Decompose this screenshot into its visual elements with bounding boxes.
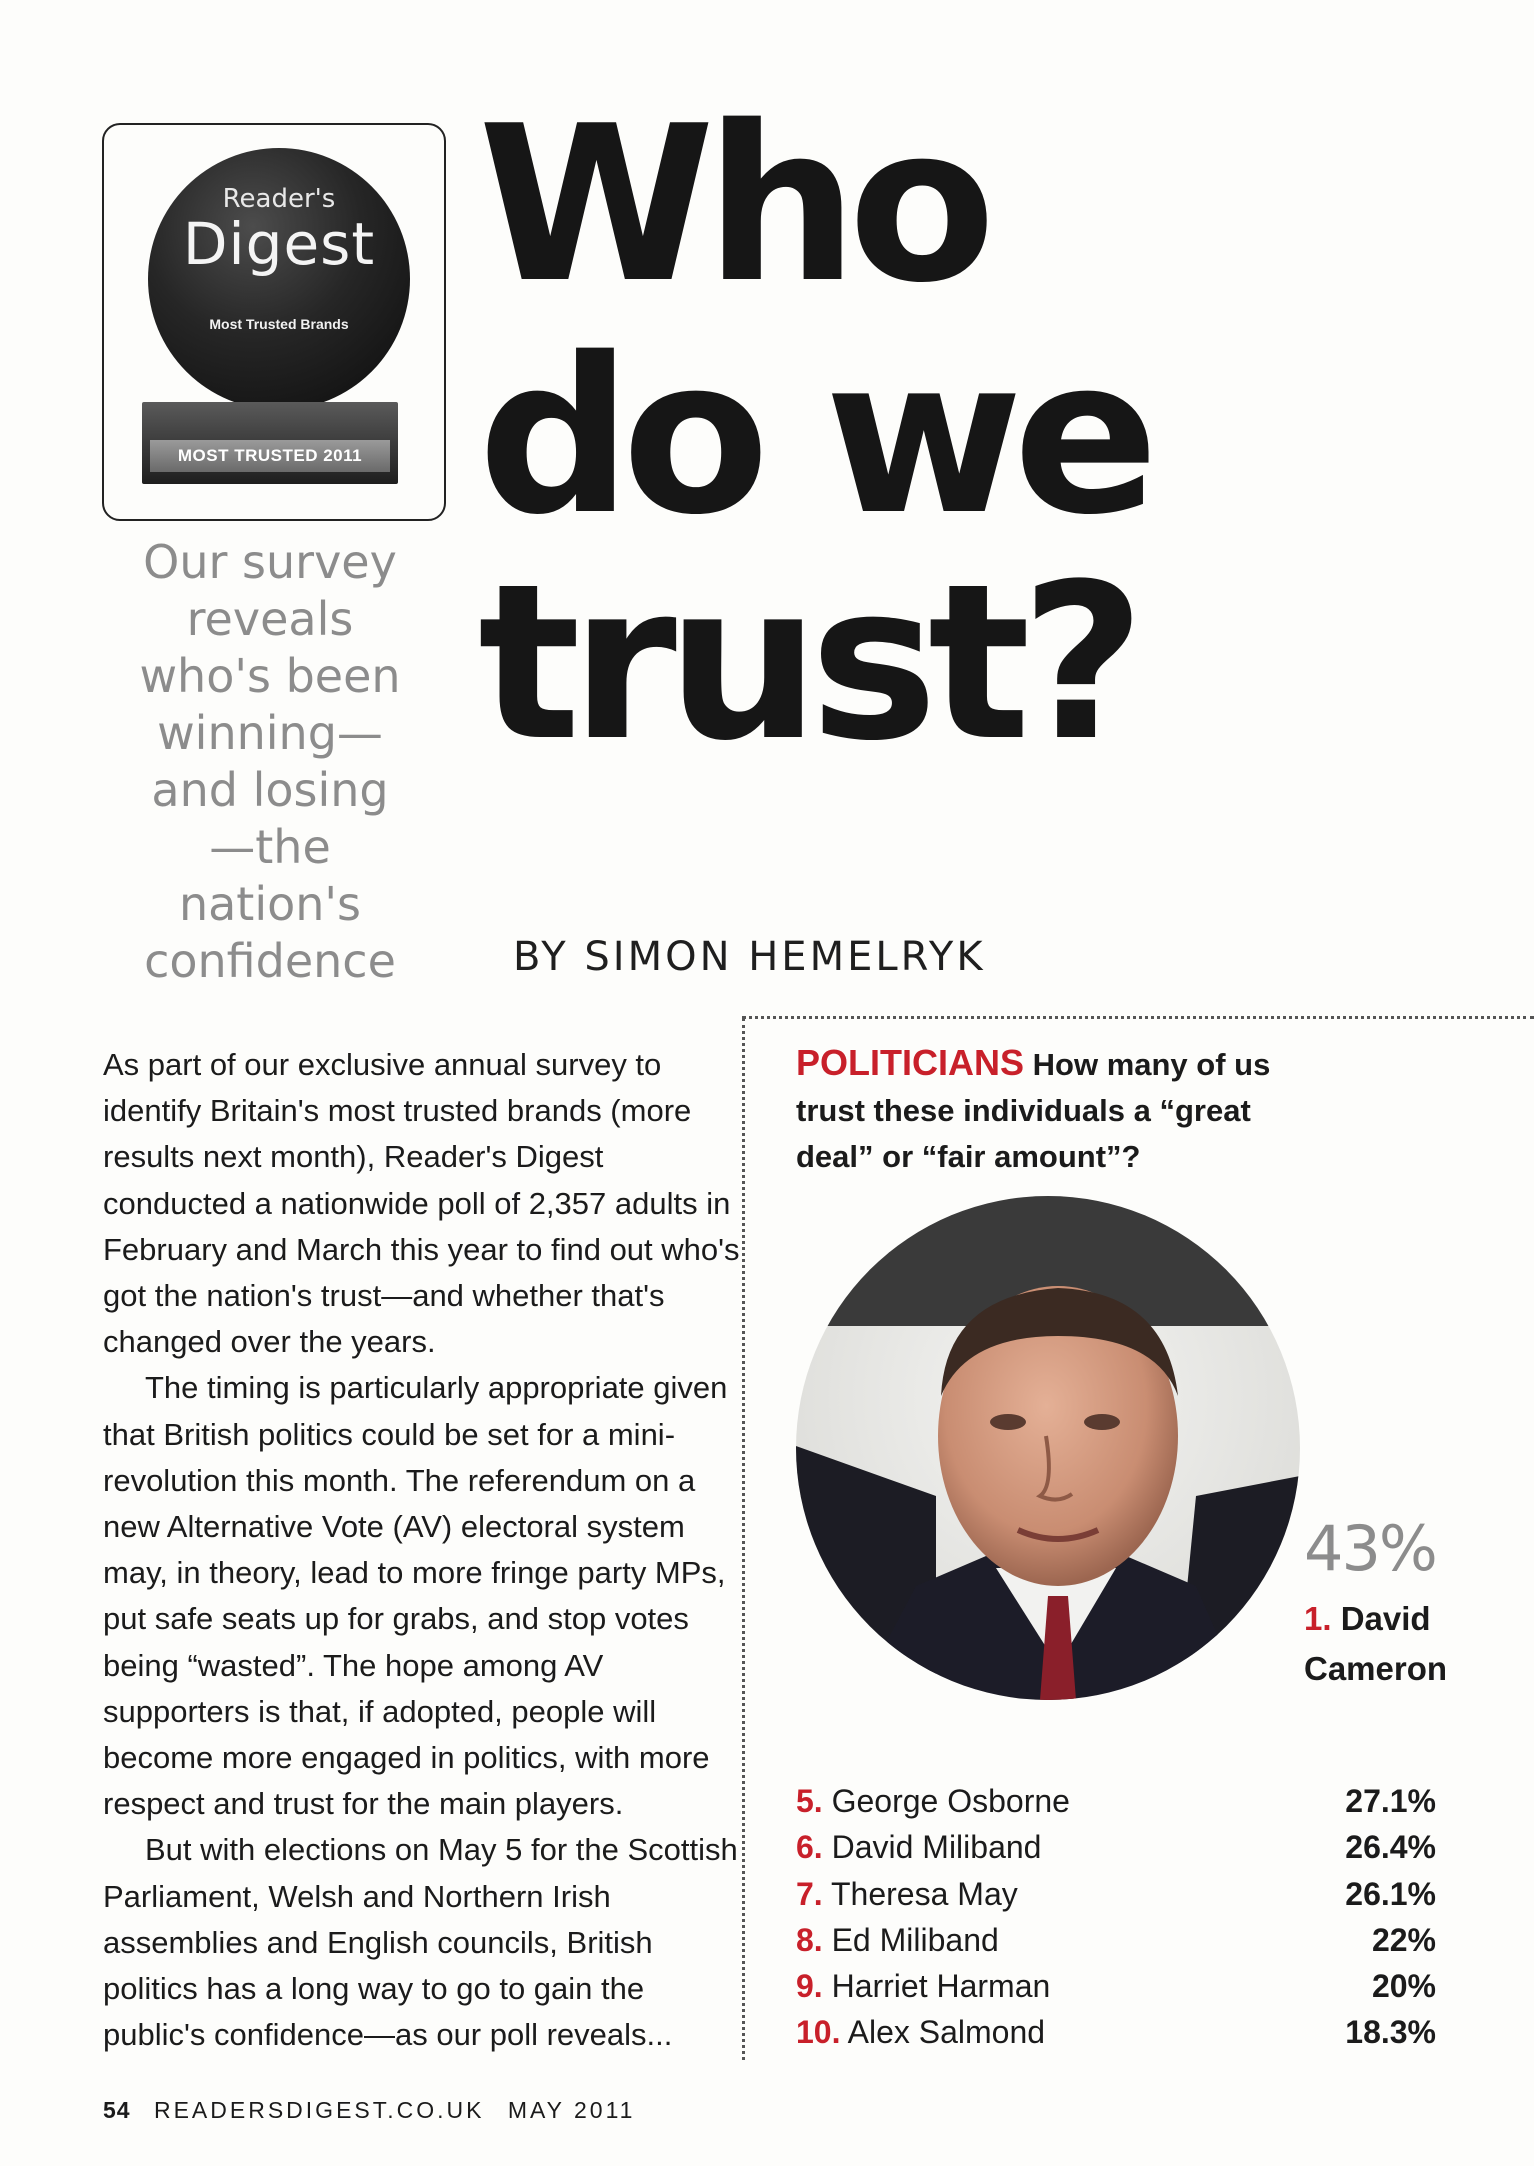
rank-value: 26.4% bbox=[1345, 1829, 1436, 1866]
portrait-photo bbox=[796, 1196, 1300, 1700]
rank-value: 27.1% bbox=[1345, 1783, 1436, 1819]
rank-number: 5. bbox=[796, 1783, 823, 1819]
body-paragraph: The timing is particularly appropriate given that British politics could be set for a mini-revolution this month. The referendum on a new Alternative Vote (AV) electoral system may, in theory, lead to more fringe party MPs, put safe seats up for grabs, and stop votes being “wasted”. The hope among AV supporters is that, if adopted, people will become more engaged in politics, with more respect and trust for the main players. bbox=[103, 1370, 728, 1822]
top-ranked-name bbox=[1304, 1594, 1447, 1694]
badge-plate-label: MOST TRUSTED 2011 bbox=[150, 440, 390, 472]
standfirst-line: and losing bbox=[151, 763, 389, 817]
rank-number: 7. bbox=[796, 1875, 823, 1912]
body-paragraph: But with elections on May 5 for the Scottish Parliament, Welsh and Northern Irish assemblies and English councils, British politics has a long way to go to gain the public's confidence—as our poll reveals... bbox=[103, 1832, 738, 2053]
rank-name: Ed Miliband bbox=[831, 1921, 999, 1958]
standfirst bbox=[100, 534, 440, 990]
rank-name: Alex Salmond bbox=[847, 2014, 1046, 2051]
sidebar-category: POLITICIANS bbox=[796, 1042, 1025, 1083]
sidebar-heading bbox=[796, 1040, 1316, 1180]
headline-line-3: trust? bbox=[478, 537, 1136, 788]
sidebar-top-rule bbox=[742, 1016, 1534, 1019]
ranking-row bbox=[796, 1778, 1436, 1824]
logo-tagline: Most Trusted Brands bbox=[209, 316, 349, 332]
article-body bbox=[103, 1042, 755, 2058]
rank-value: 26.1% bbox=[1345, 1875, 1436, 1912]
ranking-list bbox=[796, 1778, 1436, 2056]
sidebar-question: How many of us trust these individuals a “great deal” or “fair amount”? bbox=[796, 1047, 1271, 1174]
logo-digest-text: Digest bbox=[182, 210, 376, 278]
headline-line-1: Who bbox=[478, 79, 986, 330]
rank-number: 6. bbox=[796, 1829, 823, 1866]
rank-number: 9. bbox=[796, 1968, 823, 2005]
standfirst-line: nation's bbox=[178, 877, 362, 931]
top-name-last: Cameron bbox=[1304, 1650, 1448, 1687]
rank-name: George Osborne bbox=[831, 1783, 1070, 1819]
headline-line-2: do we bbox=[478, 311, 1149, 562]
ranking-row bbox=[796, 1824, 1436, 1870]
byline: BY SIMON HEMELRYK bbox=[513, 934, 986, 980]
page-footer bbox=[103, 2097, 635, 2124]
rank-name: Harriet Harman bbox=[831, 1968, 1051, 2005]
footer-issue: MAY 2011 bbox=[507, 2097, 636, 2123]
standfirst-line: who's been bbox=[139, 649, 401, 703]
portrait-illustration bbox=[796, 1196, 1300, 1700]
trusted-brands-logo bbox=[148, 148, 410, 410]
footer-site: READERSDIGEST.CO.UK bbox=[153, 2097, 485, 2123]
standfirst-line: winning— bbox=[157, 706, 383, 760]
rank-name: Theresa May bbox=[831, 1875, 1018, 1912]
standfirst-line: reveals bbox=[186, 592, 354, 646]
rank-value: 18.3% bbox=[1345, 2014, 1436, 2051]
standfirst-line: confidence bbox=[144, 934, 396, 988]
top-rank-number: 1. bbox=[1304, 1600, 1332, 1637]
ranking-row bbox=[796, 1963, 1436, 2009]
logo-readers-text: Reader's bbox=[222, 184, 336, 214]
top-name-first: David bbox=[1340, 1600, 1431, 1637]
ranking-row bbox=[796, 1917, 1436, 1963]
page-number: 54 bbox=[103, 2097, 131, 2123]
standfirst-line: Our survey bbox=[143, 535, 397, 589]
rank-number: 8. bbox=[796, 1921, 823, 1958]
body-paragraph: As part of our exclusive annual survey to identify Britain's most trusted brands (more results next month), Reader's Digest conducted a nationwide poll of 2,357 adults in February and March this year to find out who's got the nation's trust—and whether that's changed over the years. bbox=[103, 1047, 740, 1360]
rank-number: 10. bbox=[796, 2014, 841, 2051]
rank-name: David Miliband bbox=[831, 1829, 1042, 1866]
ranking-row bbox=[796, 2009, 1436, 2055]
rank-value: 22% bbox=[1371, 1921, 1436, 1958]
top-percent: 43% bbox=[1304, 1512, 1436, 1585]
rank-value: 20% bbox=[1371, 1968, 1436, 2005]
standfirst-line: —the bbox=[209, 820, 331, 874]
ranking-row bbox=[796, 1871, 1436, 1917]
